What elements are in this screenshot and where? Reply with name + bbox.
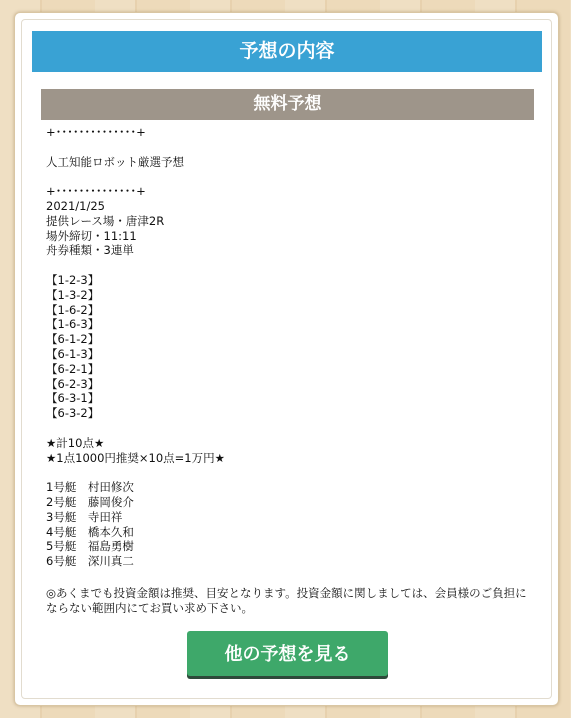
investment-note: ◎あくまでも投資金額は推奨、目安となります。投資金額に関しましては、会員様のご負担にならない範囲内にてお買い求め下さい。 xyxy=(46,585,527,615)
combination-item: 【1-3-2】 xyxy=(46,287,100,302)
combination-item: 【6-2-3】 xyxy=(46,376,100,391)
combination-item: 【6-3-2】 xyxy=(46,406,100,421)
combination-item: 【6-1-3】 xyxy=(46,346,100,361)
ticket-type: 舟券種類・3連単 xyxy=(46,243,134,258)
total-points: ★計10点★ xyxy=(46,435,105,450)
racer-item: 3号艇 寺田祥 xyxy=(46,509,123,524)
racer-item: 6号艇 深川真二 xyxy=(46,554,134,569)
combination-item: 【6-1-2】 xyxy=(46,332,100,347)
race-deadline: 場外締切・11:11 xyxy=(46,228,137,243)
divider-top: +･･････････････+ xyxy=(46,125,146,139)
combination-item: 【1-6-2】 xyxy=(46,302,100,317)
race-venue: 提供レース場・唐津2R xyxy=(46,213,165,228)
combination-item: 【1-2-3】 xyxy=(46,272,100,287)
racer-item: 4号艇 橋本久和 xyxy=(46,524,134,539)
racer-item: 2号艇 藤岡俊介 xyxy=(46,494,134,509)
view-other-predictions-button[interactable]: 他の予想を見る xyxy=(187,631,388,676)
prediction-heading: 人工知能ロボット厳選予想 xyxy=(46,154,184,169)
stake-recommendation: ★1点1000円推奨×10点=1万円★ xyxy=(46,450,225,465)
racer-item: 5号艇 福島勇樹 xyxy=(46,539,134,554)
section-title: 無料予想 xyxy=(41,89,534,120)
combination-item: 【6-2-1】 xyxy=(46,361,100,376)
race-date: 2021/1/25 xyxy=(46,198,105,213)
prediction-content xyxy=(46,125,534,615)
prediction-panel xyxy=(14,12,559,706)
racer-item: 1号艇 村田修次 xyxy=(46,480,134,495)
page-title: 予想の内容 xyxy=(32,31,542,72)
combination-item: 【6-3-1】 xyxy=(46,391,100,406)
combination-item: 【1-6-3】 xyxy=(46,317,100,332)
divider-bottom: +･･････････････+ xyxy=(46,184,146,199)
